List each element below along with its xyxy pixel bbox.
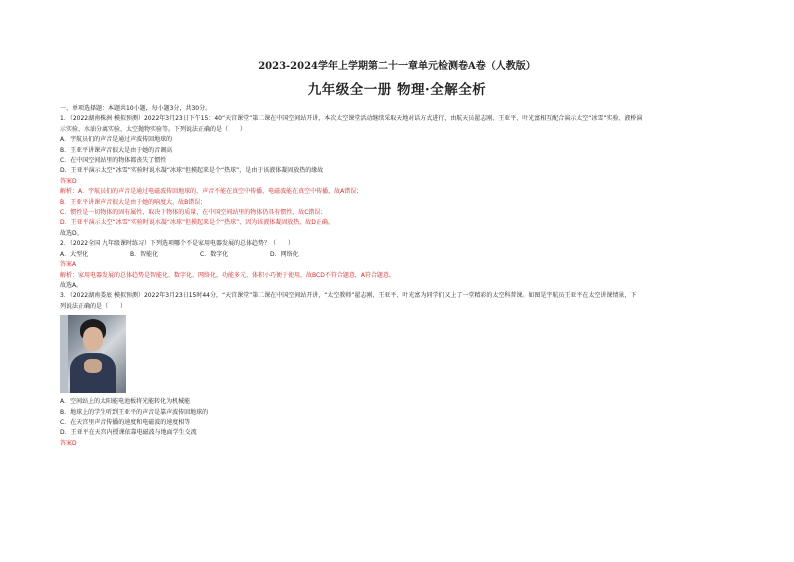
q3-option-b: B．地球上的学生听到王亚平的声音是靠声波传回地球的	[60, 408, 209, 416]
q1-answer: 答案D	[60, 177, 77, 185]
q1-analysis-a: 解析：A．宇航员们的声音是通过电磁波传回地球的，声音不能在真空中传播，电磁波能在真空中传播，故A错误；	[60, 188, 363, 196]
q3-option-c: C．在天宫里声音传播的速度和电磁波的速度相等	[60, 418, 191, 426]
q2-option-d: D．网络化	[270, 250, 299, 258]
section-heading: 一、单项选择题：本题共10小题，每小题3分，共30分。	[60, 105, 212, 112]
photo-panel	[60, 315, 68, 393]
q1-stem-line-2: 示实验、水油分离实验、太空抛物实验等。下列说法正确的是（ ）	[60, 125, 247, 133]
photo-face	[83, 327, 103, 351]
q2-analysis: 解析：家用电器发展的总体趋势是智能化、数字化、网络化，功能多元、体积小巧便于使用，故BCD不符合题意，A符合题意。	[60, 271, 395, 279]
q1-option-d: D．王亚平演示太空“冰雪”实验时说水凝“冰球”但摸起来是个“热球”，是由于该液体凝固放热的缘故	[60, 167, 324, 175]
exam-title: 九年级全一册 物理·全解全析	[307, 82, 487, 98]
q1-analysis-b: B．王亚平讲课声音很大是由于她的响度大，故B错误；	[60, 198, 207, 206]
q3-answer: 答案D	[60, 439, 77, 447]
q2-option-a: A．大型化	[60, 250, 89, 258]
q3-option-d: D．王亚平在天宫内授课依靠电磁波与地面学生交流	[60, 429, 197, 437]
q2-stem: 2．（2022全国 九年级课时练习）下列选项哪个不是家用电器发展的总体趋势？（ ）	[60, 240, 294, 248]
q3-option-a: A．空间站上的太阳能电池板将光能转化为机械能	[60, 398, 191, 406]
q1-analysis-d: D．王亚平演示太空“冰雪”实验时说水凝“冰球”但摸起来是个“热球”，因为该液体凝固放热，故D正确。	[60, 219, 334, 227]
exam-content	[60, 104, 740, 449]
q2-answer: 答案A	[60, 261, 77, 269]
q1-conclusion: 故选D。	[60, 229, 83, 237]
q2-option-c: C．数字化	[200, 250, 229, 258]
astronaut-photo	[60, 315, 126, 393]
q1-option-a: A．宇航员们的声音是通过声波传回地球的	[60, 136, 173, 144]
q1-option-b: B．王亚平讲课声音很大是由于她的音调高	[60, 146, 173, 154]
q1-analysis-c: C．惯性是一切物体的固有属性，取决于物体的质量，在中国空间站里的物体仍具有惯性，故C错误；	[60, 209, 327, 217]
q1-option-c: C．在中国空间站里的物体都丧失了惯性	[60, 157, 167, 165]
photo-hands	[84, 359, 102, 373]
exam-header: 2023-2024学年上学期第二十一章单元检测卷A卷（人教版）	[258, 61, 536, 72]
q3-stem-line-2: 列说法正确的是（ ）	[60, 302, 127, 310]
q2-options	[60, 250, 740, 260]
q2-option-b: B．智能化	[130, 250, 159, 258]
q3-stem-line-1: 3．（2022湖南娄底 模拟预测）2022年3月23日15时44分，“天宫课堂”第二课在中国空间站开讲，“太空教师”翟志刚、王亚平、叶光富为同学们又上了一堂精彩的太空科普课。如图是宇航员王亚平在太空讲课情景，下	[60, 292, 637, 300]
q1-stem-line-1: 1．（2022湖南株洲 模拟预测）2022年3月23日下午15：40“天宫课堂”第二课在中国空间站开讲，本次太空课堂活动继续采取天地对话方式进行，由航天员翟志刚、王亚平、叶光富相互配合演示太空“冰雪”实验、液桥演	[60, 115, 643, 123]
q2-conclusion: 故选A。	[60, 281, 83, 289]
